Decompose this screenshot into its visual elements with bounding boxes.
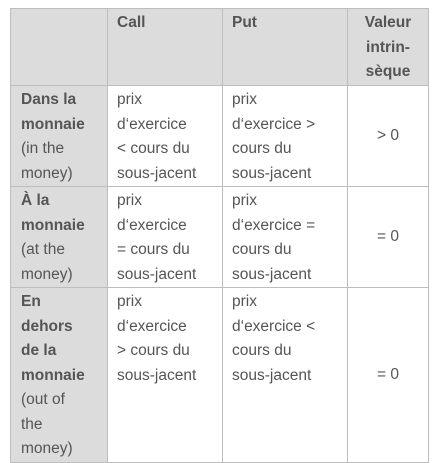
cell-line: sous-jacent	[117, 366, 197, 384]
cell-line: prix	[232, 192, 257, 209]
row-label-line: En	[21, 293, 41, 310]
row-label-line: money)	[21, 164, 73, 182]
corner-cell	[11, 9, 108, 86]
valeur-cell: > 0	[348, 86, 429, 187]
header-row	[11, 9, 429, 86]
put-cell	[223, 86, 348, 187]
cell-line: sous-jacent	[117, 265, 197, 283]
row-label-line: (at the	[21, 241, 65, 258]
row-label-line: Dans la	[21, 91, 77, 108]
cell-line: prix	[117, 192, 142, 209]
cell-line: d‘exercice	[117, 317, 187, 335]
valeur-cell: = 0	[348, 187, 429, 288]
cell-line: prix	[232, 91, 257, 108]
row-label-line: the	[21, 415, 43, 433]
cell-line: sous-jacent	[232, 164, 312, 182]
row-label-at-the-money	[11, 187, 108, 288]
row-label-line: monnaie	[21, 216, 85, 234]
cell-line: d‘exercice >	[232, 115, 316, 133]
put-cell	[223, 288, 348, 463]
cell-line: d‘exercice =	[232, 216, 316, 234]
row-label-in-the-money	[11, 86, 108, 187]
valeur-cell: = 0	[348, 288, 429, 463]
cell-line: cours du	[232, 140, 292, 157]
cell-line: d‘exercice <	[232, 317, 316, 335]
header-valeur-line: intrin-	[366, 38, 410, 56]
table-row	[11, 187, 429, 288]
row-label-line: de la	[21, 342, 57, 359]
row-label-line: À la	[21, 192, 50, 209]
call-cell	[108, 288, 223, 463]
cell-line: cours du	[232, 342, 292, 359]
header-call: Call	[108, 9, 223, 86]
table-row	[11, 86, 429, 187]
cell-line: = cours du	[117, 241, 190, 258]
cell-line: > cours du	[117, 342, 190, 359]
cell-line: sous-jacent	[117, 164, 197, 182]
cell-line: cours du	[232, 241, 292, 258]
row-label-line: monnaie	[21, 115, 85, 133]
options-moneyness-table	[10, 8, 429, 463]
cell-line: d‘exercice	[117, 216, 187, 234]
table-row	[11, 288, 429, 463]
put-cell	[223, 187, 348, 288]
cell-line: prix	[117, 293, 142, 310]
row-label-out-of-the-money	[11, 288, 108, 463]
row-label-line: money)	[21, 440, 73, 457]
row-label-line: (out of	[21, 391, 65, 408]
header-put: Put	[223, 9, 348, 86]
header-valeur-line: Valeur	[364, 14, 412, 31]
row-label-line: (in the	[21, 140, 65, 157]
header-valeur-intrinseque	[348, 9, 429, 86]
call-cell	[108, 187, 223, 288]
call-cell	[108, 86, 223, 187]
row-label-line: monnaie	[21, 366, 85, 384]
cell-line: d‘exercice	[117, 115, 187, 133]
row-label-line: money)	[21, 265, 73, 283]
cell-line: < cours du	[117, 140, 190, 157]
row-label-line: dehors	[21, 317, 73, 335]
cell-line: prix	[232, 293, 257, 310]
cell-line: sous-jacent	[232, 366, 312, 384]
cell-line: sous-jacent	[232, 265, 312, 283]
cell-line: prix	[117, 91, 142, 108]
header-valeur-line: sèque	[365, 63, 411, 80]
